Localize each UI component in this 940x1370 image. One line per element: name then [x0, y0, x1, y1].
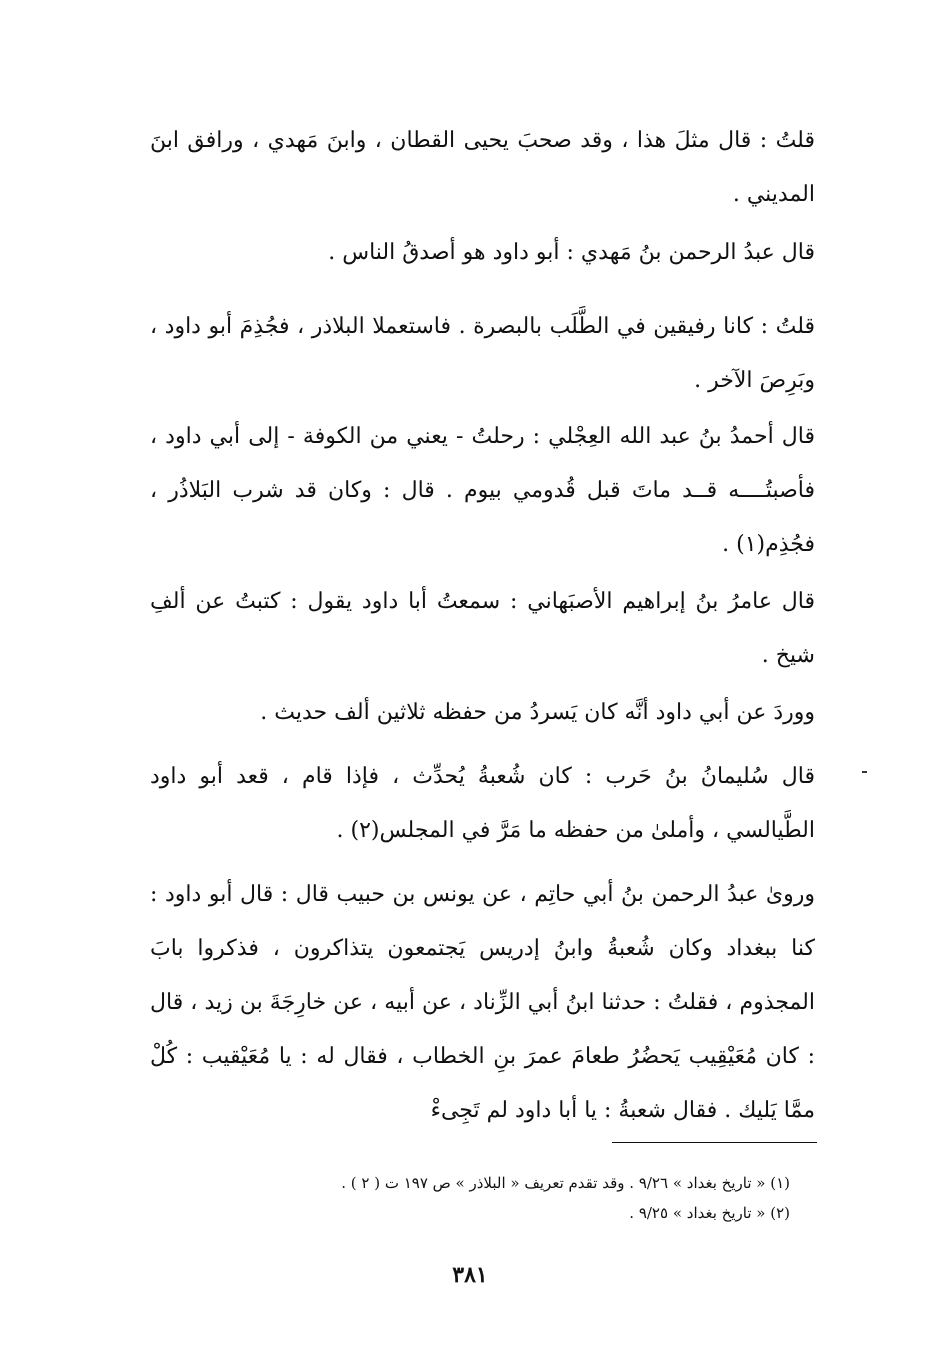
paragraph-text: قال عبدُ الرحمن بنُ مَهدي : أبو داود هو أصدقُ الناس .	[328, 240, 815, 265]
footnotes	[150, 1168, 790, 1228]
paragraph-5	[150, 575, 815, 683]
page-number: ٣٨١	[452, 1262, 488, 1288]
paragraph-4	[150, 410, 815, 572]
paragraph-text: قال عامرُ بنُ إبراهيم الأصبَهاني : سمعتُ أبا داود يقول : كتبتُ عن ألفِ شيخ .	[150, 589, 815, 668]
paragraph-text: قلتُ : كانا رفيقين في الطَّلَب بالبصرة . فاستعملا البلاذر ، فجُذِمَ أبو داود ، وبَرِصَ الآخر .	[150, 314, 815, 393]
paragraph-text: وروىٰ عبدُ الرحمن بنُ أبي حاتِم ، عن يونس بن حبيب قال : قال أبو داود : كنا ببغداد وكان شُعبةُ وابنُ إدريس يَجتمعون يتذاكرون ، فذكروا بابَ المجذوم ، فقلتُ : حدثنا ابنُ أبي الزِّناد ، عن أبيه ، عن خارِجَةَ بن زيد ، قال : كان مُعَيْقِيب يَحضُرُ طعامَ عمرَ بنِ الخطاب ، فقال له : يا مُعَيْقيب : كُلْ ممَّا يَليك . فقال شعبةُ : يا أبا داود لم تَجِىءْ	[150, 882, 815, 1123]
paragraph-7	[150, 750, 815, 858]
footnote-divider	[612, 1142, 817, 1143]
footnote-1: (١) « تاريخ بغداد » ٩/٢٦ . وقد تقدم تعريف « البلاذر » ص ١٩٧ ت ( ٢ ) .	[341, 1174, 790, 1192]
paragraph-2	[150, 226, 815, 280]
paragraph-8	[150, 868, 815, 1138]
footnote-2: (٢) « تاريخ بغداد » ٩/٢٥ .	[629, 1204, 790, 1222]
paragraph-1	[150, 114, 815, 222]
paragraph-3	[150, 300, 815, 408]
paragraph-text: ووردَ عن أبي داود أنَّه كان يَسردُ من حفظه ثلاثين ألف حديث .	[260, 700, 815, 725]
paragraph-text: قال سُليمانُ بنُ حَرب : كان شُعبةُ يُحدِّث ، فإذا قام ، قعد أبو داود الطَّيالسي ، وأملىٰ من حفظه ما مَرَّ في المجلس(٢) .	[150, 764, 815, 843]
paragraph-text: قال أحمدُ بنُ عبد الله العِجْلي : رحلتُ - يعني من الكوفة - إلى أبي داود ، فأصبتُــــه قــد ماتَ قبل قُدومي بيوم . قال : وكان قد شرب البَلاذُر ، فجُذِم(١) .	[150, 424, 815, 557]
paragraph-6	[150, 686, 815, 740]
scan-speck	[862, 771, 867, 773]
paragraph-text: قلتُ : قال مثلَ هذا ، وقد صحبَ يحيى القطان ، وابنَ مَهدي ، ورافق ابنَ المديني .	[150, 128, 815, 207]
